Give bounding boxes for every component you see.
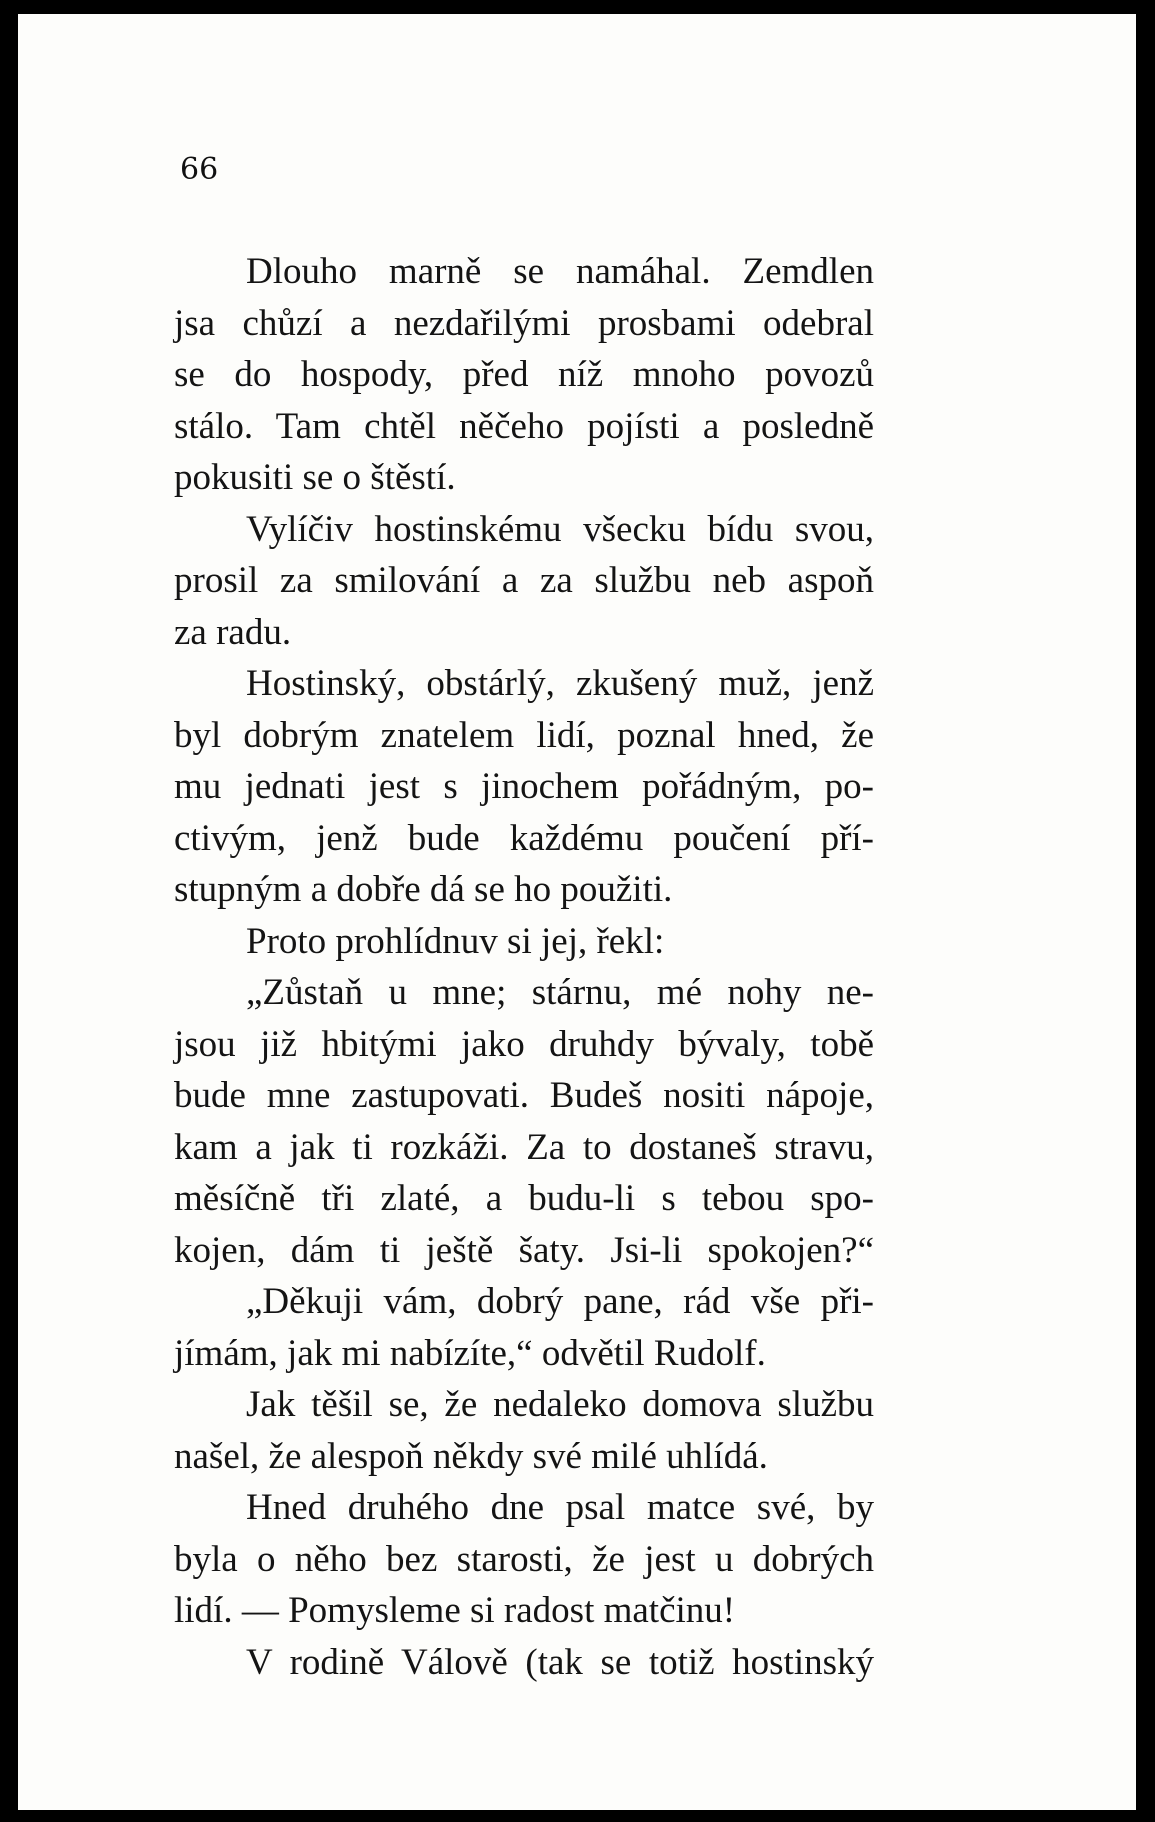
body-text (174, 246, 874, 1688)
book-page (18, 14, 1136, 1810)
text-line: stupným a dobře dá se ho použiti. (174, 869, 673, 910)
text-line: lidí. — Pomysleme si radost matčinu! (174, 1590, 736, 1631)
text-line: ctivým, jenž bude každému poučení pří- (174, 817, 874, 859)
text-line: našel, že alespoň někdy své milé uhlídá. (174, 1435, 768, 1477)
text-line: byl dobrým znatelem lidí, poznal hned, že (174, 714, 874, 756)
text-line: Hned druhého dne psal matce své, by (246, 1487, 874, 1528)
text-line: „Zůstaň u mne; stárnu, mé nohy ne- (246, 972, 874, 1013)
text-line: „Děkuji vám, dobrý pane, rád vše při- (246, 1281, 874, 1322)
text-line: Hostinský, obstárlý, zkušený muž, jenž (246, 663, 874, 704)
text-line: byla o něho bez starosti, že jest u dobrých (174, 1538, 874, 1580)
text-line: jsa chůzí a nezdařilými prosbami odebral (174, 302, 874, 344)
text-line: se do hospody, před níž mnoho povozů (174, 354, 874, 395)
text-line: Dlouho marně se namáhal. Zemdlen (246, 251, 874, 292)
text-line: pokusiti se o štěstí. (174, 457, 456, 498)
text-line: Jak těšil se, že nedaleko domova službu (246, 1384, 874, 1425)
text-line: V rodině Válově (tak se totiž hostinský (246, 1641, 874, 1683)
text-line: jsou již hbitými jako druhdy bývaly, tobě (174, 1023, 874, 1065)
page-number: 66 (180, 152, 219, 187)
text-line: za radu. (174, 611, 292, 653)
text-line: jímám, jak mi nabízíte,“ odvětil Rudolf. (174, 1332, 766, 1374)
text-line: stálo. Tam chtěl něčeho pojísti a posledně (174, 405, 874, 447)
text-line: kojen, dám ti ještě šaty. Jsi-li spokojen?“ (174, 1229, 874, 1271)
text-line: Proto prohlídnuv si jej, řekl: (246, 920, 665, 962)
text-line: kam a jak ti rozkáži. Za to dostaneš stravu, (174, 1126, 874, 1168)
text-line: bude mne zastupovati. Budeš nositi nápoje, (174, 1075, 874, 1116)
text-line: mu jednati jest s jinochem pořádným, po- (174, 766, 874, 807)
text-line: prosil za smilování a za službu neb aspoň (174, 560, 874, 601)
text-line: Vylíčiv hostinskému všecku bídu svou, (246, 508, 874, 550)
text-line: měsíčně tři zlaté, a budu-li s tebou spo- (174, 1178, 874, 1219)
